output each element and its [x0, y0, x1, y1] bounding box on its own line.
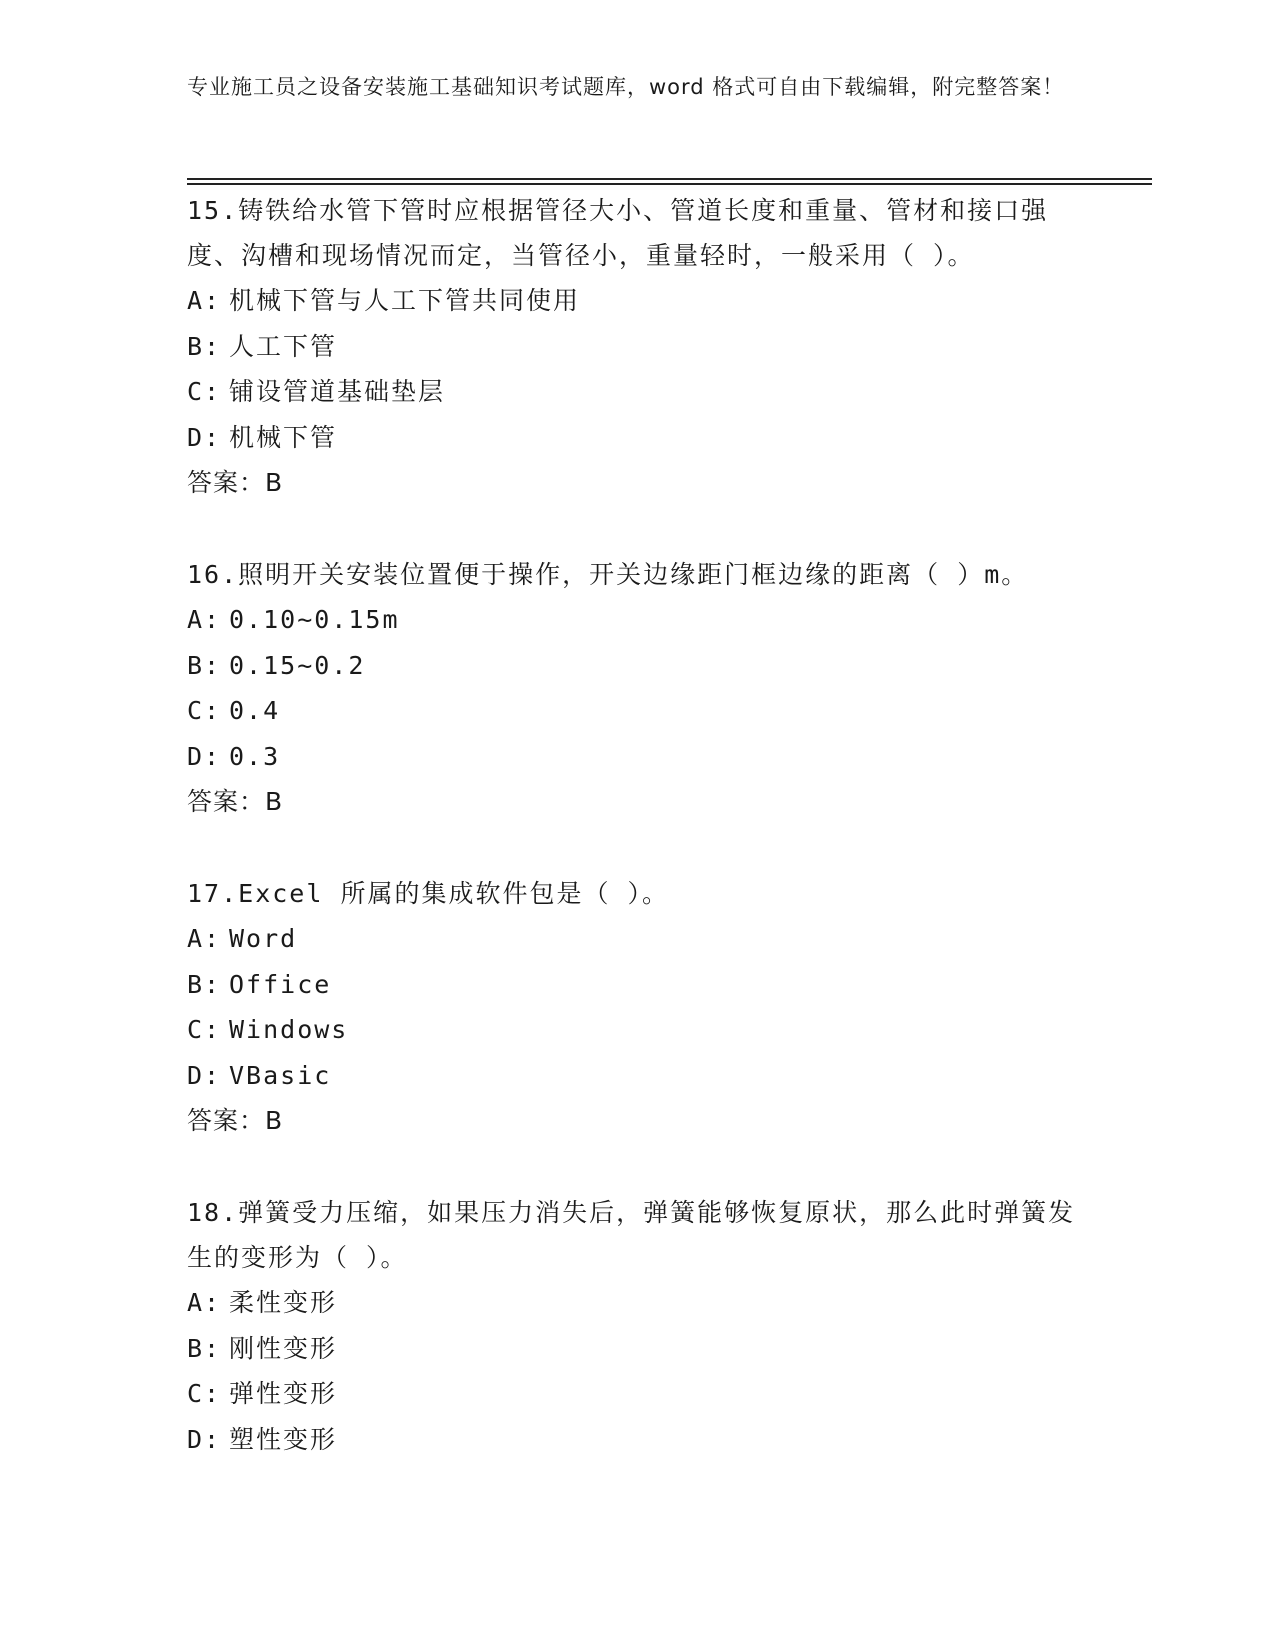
option-a	[187, 916, 1087, 962]
option-key: B:	[187, 1333, 222, 1363]
option-b	[187, 1326, 1087, 1372]
option-text: Windows	[229, 1015, 349, 1044]
option-key: A:	[187, 924, 222, 953]
question-stem: 16.照明开关安装位置便于操作，开关边缘距门框边缘的距离（ ）m。	[187, 560, 1029, 589]
option-d	[187, 415, 1087, 461]
option-a	[187, 597, 1087, 643]
question-stem: 18.弹簧受力压缩，如果压力消失后，弹簧能够恢复原状，那么此时弹簧发生的变形为（ ）。	[187, 1198, 1076, 1272]
document-header: 专业施工员之设备安装施工基础知识考试题库，word 格式可自由下载编辑，附完整答案！	[187, 75, 1065, 99]
option-text: Word	[229, 924, 298, 953]
option-key: D:	[187, 1424, 222, 1454]
option-key: B:	[187, 331, 222, 361]
question-stem: 17.Excel 所属的集成软件包是（ ）。	[187, 879, 670, 908]
option-c	[187, 688, 1087, 734]
header-divider-top	[187, 178, 1152, 180]
option-c	[187, 369, 1087, 415]
option-key: D:	[187, 741, 222, 771]
option-key: A:	[187, 1288, 222, 1317]
question-15	[187, 188, 1087, 505]
option-text: 弹性变形	[229, 1379, 338, 1408]
option-a	[187, 278, 1087, 324]
option-key: A:	[187, 605, 222, 634]
option-key: A:	[187, 286, 222, 315]
answer-line: 答案：B	[187, 468, 284, 497]
option-text: 刚性变形	[229, 1333, 338, 1363]
option-key: B:	[187, 650, 222, 680]
option-key: C:	[187, 1379, 222, 1408]
option-text: 柔性变形	[229, 1288, 338, 1317]
option-b	[187, 962, 1087, 1008]
option-d	[187, 734, 1087, 780]
question-17	[187, 871, 1087, 1143]
option-text: 0.10~0.15m	[229, 605, 400, 634]
option-key: D:	[187, 422, 222, 452]
option-b	[187, 324, 1087, 370]
option-text: 机械下管与人工下管共同使用	[229, 286, 581, 315]
answer-line: 答案：B	[187, 1106, 284, 1135]
option-d	[187, 1053, 1087, 1099]
option-text: 人工下管	[229, 331, 338, 361]
option-a	[187, 1280, 1087, 1326]
option-text: 0.3	[229, 741, 281, 771]
header-divider-bottom	[187, 183, 1152, 185]
option-text: 0.4	[229, 696, 281, 725]
option-text: 铺设管道基础垫层	[229, 377, 446, 406]
option-text: VBasic	[229, 1060, 332, 1090]
option-text: 0.15~0.2	[229, 650, 366, 680]
option-d	[187, 1417, 1087, 1463]
option-text: 机械下管	[229, 422, 338, 452]
option-c	[187, 1007, 1087, 1053]
question-16	[187, 552, 1087, 824]
question-stem: 15.铸铁给水管下管时应根据管径大小、管道长度和重量、管材和接口强度、沟槽和现场情况而定，当管径小，重量轻时，一般采用（ ）。	[187, 196, 1049, 270]
option-text: 塑性变形	[229, 1424, 338, 1454]
option-key: D:	[187, 1060, 222, 1090]
option-b	[187, 643, 1087, 689]
option-key: C:	[187, 377, 222, 406]
option-key: B:	[187, 969, 222, 999]
option-key: C:	[187, 1015, 222, 1044]
question-18	[187, 1190, 1087, 1462]
option-text: Office	[229, 969, 332, 999]
answer-line: 答案：B	[187, 787, 284, 816]
option-key: C:	[187, 696, 222, 725]
option-c	[187, 1371, 1087, 1417]
